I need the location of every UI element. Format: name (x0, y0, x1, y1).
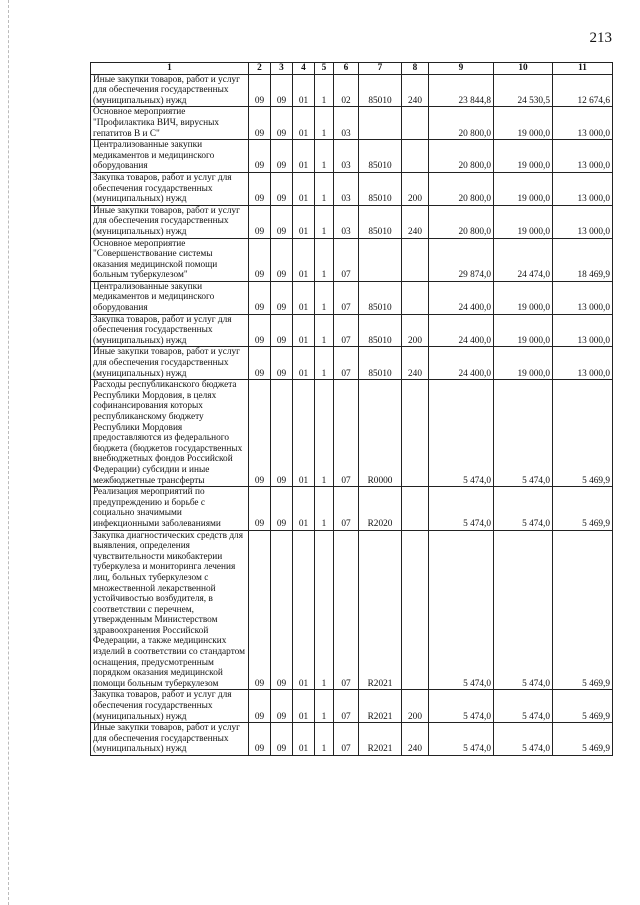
amount-year-1: 20 800,0 (429, 172, 494, 205)
table-row (91, 723, 613, 756)
code-expense-type: 240 (402, 205, 429, 238)
item-name: Основное мероприятие "Профилактика ВИЧ, вирусных гепатитов В и С" (91, 107, 249, 140)
amount-year-3: 5 469,9 (553, 487, 613, 530)
amount-year-3: 13 000,0 (553, 314, 613, 347)
amount-year-3: 5 469,9 (553, 690, 613, 723)
code-direction: R2021 (359, 723, 402, 756)
amount-year-1: 20 800,0 (429, 107, 494, 140)
page-number: 213 (589, 30, 612, 46)
code-expense-type (402, 380, 429, 487)
code-ministry: 09 (249, 205, 271, 238)
code-activity: 07 (334, 690, 359, 723)
code-direction: R0000 (359, 380, 402, 487)
amount-year-3: 13 000,0 (553, 281, 613, 314)
code-direction (359, 238, 402, 281)
code-section: 09 (271, 238, 293, 281)
table-row (91, 347, 613, 380)
code-ministry: 09 (249, 380, 271, 487)
header-cell: 6 (334, 63, 359, 75)
code-ministry: 09 (249, 74, 271, 107)
amount-year-1: 29 874,0 (429, 238, 494, 281)
header-cell: 11 (553, 63, 613, 75)
amount-year-2: 5 474,0 (494, 690, 553, 723)
code-ministry: 09 (249, 347, 271, 380)
code-activity: 07 (334, 238, 359, 281)
code-program: 1 (315, 74, 334, 107)
code-expense-type: 200 (402, 314, 429, 347)
header-cell: 1 (91, 63, 249, 75)
amount-year-1: 5 474,0 (429, 690, 494, 723)
item-name: Расходы республиканского бюджета Республики Мордовия, в целях софинансирования которых республиканскому бюджету Республики Мордовия предоставляются из федерального бюджета (бюджетов государственных внебюджетных фондов Российской Федерации) субсидии и иные межбюджетные трансферты (91, 380, 249, 487)
code-section: 09 (271, 172, 293, 205)
code-ministry: 09 (249, 487, 271, 530)
code-subsection: 01 (293, 530, 315, 690)
code-activity: 03 (334, 205, 359, 238)
code-ministry: 09 (249, 107, 271, 140)
header-cell: 3 (271, 63, 293, 75)
item-name: Централизованные закупки медикаментов и медицинского оборудования (91, 140, 249, 173)
code-direction: 85010 (359, 205, 402, 238)
table-row (91, 487, 613, 530)
table-body (91, 74, 613, 755)
code-section: 09 (271, 530, 293, 690)
amount-year-2: 5 474,0 (494, 530, 553, 690)
table-row (91, 74, 613, 107)
header-cell: 9 (429, 63, 494, 75)
code-expense-type (402, 530, 429, 690)
code-direction: 85010 (359, 347, 402, 380)
amount-year-1: 5 474,0 (429, 530, 494, 690)
table-row (91, 281, 613, 314)
code-section: 09 (271, 380, 293, 487)
amount-year-1: 24 400,0 (429, 281, 494, 314)
amount-year-2: 19 000,0 (494, 172, 553, 205)
code-activity: 03 (334, 172, 359, 205)
code-activity: 03 (334, 107, 359, 140)
table-row (91, 380, 613, 487)
code-program: 1 (315, 487, 334, 530)
code-direction: R2021 (359, 690, 402, 723)
code-activity: 07 (334, 281, 359, 314)
amount-year-1: 23 844,8 (429, 74, 494, 107)
amount-year-1: 5 474,0 (429, 723, 494, 756)
table-row (91, 690, 613, 723)
code-expense-type: 200 (402, 690, 429, 723)
amount-year-3: 13 000,0 (553, 172, 613, 205)
code-activity: 03 (334, 140, 359, 173)
amount-year-1: 24 400,0 (429, 314, 494, 347)
code-program: 1 (315, 172, 334, 205)
code-activity: 07 (334, 380, 359, 487)
code-subsection: 01 (293, 140, 315, 173)
amount-year-3: 13 000,0 (553, 107, 613, 140)
code-subsection: 01 (293, 172, 315, 205)
code-ministry: 09 (249, 281, 271, 314)
code-expense-type (402, 238, 429, 281)
code-expense-type (402, 281, 429, 314)
code-expense-type (402, 140, 429, 173)
code-direction: 85010 (359, 140, 402, 173)
code-section: 09 (271, 723, 293, 756)
item-name: Иные закупки товаров, работ и услуг для обеспечения государственных (муниципальных) нужд (91, 723, 249, 756)
budget-table (90, 62, 613, 756)
code-section: 09 (271, 690, 293, 723)
amount-year-2: 5 474,0 (494, 723, 553, 756)
code-program: 1 (315, 107, 334, 140)
code-ministry: 09 (249, 172, 271, 205)
table-row (91, 238, 613, 281)
code-direction: 85010 (359, 74, 402, 107)
code-subsection: 01 (293, 723, 315, 756)
header-row (91, 63, 613, 75)
amount-year-1: 20 800,0 (429, 140, 494, 173)
header-cell: 7 (359, 63, 402, 75)
code-expense-type: 240 (402, 723, 429, 756)
code-subsection: 01 (293, 380, 315, 487)
code-program: 1 (315, 723, 334, 756)
header-cell: 8 (402, 63, 429, 75)
code-direction: R2020 (359, 487, 402, 530)
code-direction: R2021 (359, 530, 402, 690)
table-row (91, 172, 613, 205)
amount-year-2: 24 530,5 (494, 74, 553, 107)
code-program: 1 (315, 347, 334, 380)
header-cell: 10 (494, 63, 553, 75)
amount-year-2: 19 000,0 (494, 107, 553, 140)
code-section: 09 (271, 107, 293, 140)
code-activity: 07 (334, 347, 359, 380)
code-program: 1 (315, 238, 334, 281)
amount-year-1: 24 400,0 (429, 347, 494, 380)
header-cell: 4 (293, 63, 315, 75)
code-program: 1 (315, 690, 334, 723)
code-section: 09 (271, 487, 293, 530)
code-subsection: 01 (293, 314, 315, 347)
code-program: 1 (315, 314, 334, 347)
amount-year-3: 12 674,6 (553, 74, 613, 107)
item-name: Иные закупки товаров, работ и услуг для обеспечения государственных (муниципальных) нужд (91, 347, 249, 380)
item-name: Иные закупки товаров, работ и услуг для обеспечения государственных (муниципальных) нужд (91, 205, 249, 238)
code-activity: 02 (334, 74, 359, 107)
code-ministry: 09 (249, 238, 271, 281)
code-program: 1 (315, 205, 334, 238)
amount-year-2: 5 474,0 (494, 380, 553, 487)
table-row (91, 140, 613, 173)
item-name: Закупка товаров, работ и услуг для обеспечения государственных (муниципальных) нужд (91, 172, 249, 205)
table-row (91, 205, 613, 238)
code-ministry: 09 (249, 530, 271, 690)
table-row (91, 530, 613, 690)
item-name: Централизованные закупки медикаментов и медицинского оборудования (91, 281, 249, 314)
code-program: 1 (315, 380, 334, 487)
code-subsection: 01 (293, 74, 315, 107)
amount-year-3: 13 000,0 (553, 347, 613, 380)
code-ministry: 09 (249, 690, 271, 723)
code-subsection: 01 (293, 281, 315, 314)
code-section: 09 (271, 205, 293, 238)
amount-year-2: 19 000,0 (494, 281, 553, 314)
code-direction (359, 107, 402, 140)
amount-year-3: 13 000,0 (553, 140, 613, 173)
code-ministry: 09 (249, 314, 271, 347)
code-ministry: 09 (249, 723, 271, 756)
code-expense-type: 240 (402, 347, 429, 380)
table-row (91, 314, 613, 347)
code-program: 1 (315, 281, 334, 314)
code-activity: 07 (334, 530, 359, 690)
code-section: 09 (271, 314, 293, 347)
item-name: Иные закупки товаров, работ и услуг для обеспечения государственных (муниципальных) нужд (91, 74, 249, 107)
amount-year-1: 5 474,0 (429, 380, 494, 487)
code-subsection: 01 (293, 238, 315, 281)
code-section: 09 (271, 281, 293, 314)
code-subsection: 01 (293, 347, 315, 380)
code-activity: 07 (334, 314, 359, 347)
amount-year-2: 19 000,0 (494, 347, 553, 380)
code-subsection: 01 (293, 690, 315, 723)
code-ministry: 09 (249, 140, 271, 173)
header-cell: 2 (249, 63, 271, 75)
amount-year-1: 5 474,0 (429, 487, 494, 530)
amount-year-2: 19 000,0 (494, 140, 553, 173)
table-row (91, 107, 613, 140)
code-section: 09 (271, 347, 293, 380)
amount-year-3: 18 469,9 (553, 238, 613, 281)
item-name: Реализация мероприятий по предупреждению и борьбе с социально значимыми инфекционными заболеваниями (91, 487, 249, 530)
code-expense-type: 200 (402, 172, 429, 205)
amount-year-3: 5 469,9 (553, 380, 613, 487)
code-section: 09 (271, 140, 293, 173)
code-direction: 85010 (359, 281, 402, 314)
code-subsection: 01 (293, 205, 315, 238)
item-name: Основное мероприятие "Совершенствование системы оказания медицинской помощи больным туберкулезом" (91, 238, 249, 281)
code-expense-type (402, 107, 429, 140)
amount-year-2: 24 474,0 (494, 238, 553, 281)
amount-year-3: 13 000,0 (553, 205, 613, 238)
code-subsection: 01 (293, 107, 315, 140)
code-expense-type: 240 (402, 74, 429, 107)
amount-year-2: 19 000,0 (494, 205, 553, 238)
code-activity: 07 (334, 487, 359, 530)
item-name: Закупка товаров, работ и услуг для обеспечения государственных (муниципальных) нужд (91, 314, 249, 347)
code-subsection: 01 (293, 487, 315, 530)
amount-year-1: 20 800,0 (429, 205, 494, 238)
amount-year-2: 5 474,0 (494, 487, 553, 530)
binding-edge-marks (8, 0, 11, 905)
code-program: 1 (315, 140, 334, 173)
header-cell: 5 (315, 63, 334, 75)
code-direction: 85010 (359, 314, 402, 347)
amount-year-3: 5 469,9 (553, 723, 613, 756)
code-expense-type (402, 487, 429, 530)
code-program: 1 (315, 530, 334, 690)
amount-year-3: 5 469,9 (553, 530, 613, 690)
code-direction: 85010 (359, 172, 402, 205)
code-activity: 07 (334, 723, 359, 756)
item-name: Закупка товаров, работ и услуг для обеспечения государственных (муниципальных) нужд (91, 690, 249, 723)
amount-year-2: 19 000,0 (494, 314, 553, 347)
item-name: Закупка диагностических средств для выявления, определения чувствительности микобактерии туберкулеза и мониторинга лечения лиц, больных туберкулезом с множественной лекарственной устойчивостью возбудителя, в соответствии с перечнем, утвержденным Министерством здравоохранения Российской Федерации, а также медицинских изделий в соответствии со стандартом оснащения, предусмотренным порядком оказания медицинской помощи больным туберкулезом (91, 530, 249, 690)
code-section: 09 (271, 74, 293, 107)
